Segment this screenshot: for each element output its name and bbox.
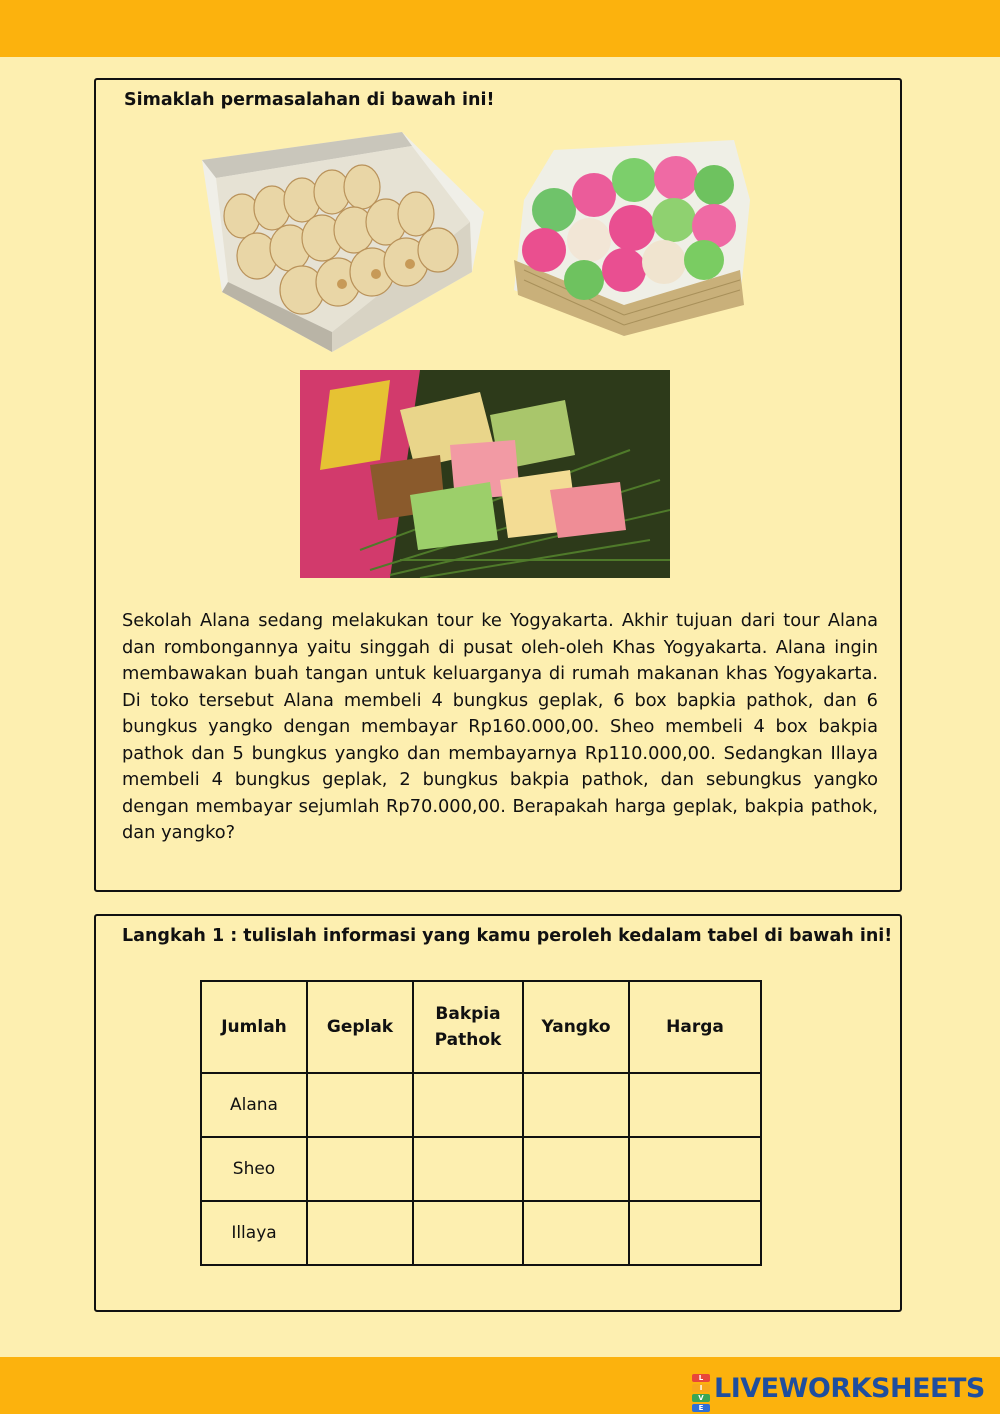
story-paragraph: Sekolah Alana sedang melakukan tour ke Yogyakarta. Akhir tujuan dari tour Alana dan rombongannya yaitu singgah di pusat oleh-oleh Khas Yogyakarta. Alana ingin membawakan buah tangan untuk keluarganya di rumah makanan khas Yogyakarta. Di toko tersebut Alana membeli 4 bungkus geplak, 6 box bapkia pathok, dan 6 bungkus yangko dengan membayar Rp160.000,00. Sheo membeli 4 box bakpia pathok dan 5 bungkus yangko dan membayarnya Rp110.000,00. Sedangkan Illaya membeli 4 bungkus geplak, 2 bungkus bakpia pathok, dan sebungkus yangko dengan membayar sejumlah Rp70.000,00. Berapakah harga geplak, bakpia pathok, dan yangko? xyxy=(122,610,878,843)
cell-alana-geplak[interactable] xyxy=(307,1073,413,1137)
cell-alana-harga[interactable] xyxy=(629,1073,761,1137)
row-label-illaya: Illaya xyxy=(201,1201,307,1265)
top-band xyxy=(0,0,1000,57)
cell-illaya-bakpia[interactable] xyxy=(413,1201,523,1265)
table-header-row xyxy=(201,981,761,1073)
header-harga: Harga xyxy=(629,981,761,1073)
cell-illaya-geplak[interactable] xyxy=(307,1201,413,1265)
step1-heading: Langkah 1 : tulislah informasi yang kamu peroleh kedalam tabel di bawah ini! xyxy=(122,926,893,946)
cell-alana-bakpia[interactable] xyxy=(413,1073,523,1137)
cell-sheo-geplak[interactable] xyxy=(307,1137,413,1201)
header-bakpia-pathok-label: Bakpia Pathok xyxy=(434,1004,502,1050)
cell-illaya-yangko[interactable] xyxy=(523,1201,629,1265)
info-table xyxy=(200,980,762,1266)
yangko-photo xyxy=(300,370,670,578)
problem-panel xyxy=(94,78,902,892)
header-yangko: Yangko xyxy=(523,981,629,1073)
problem-heading: Simaklah permasalahan di bawah ini! xyxy=(124,90,495,110)
cell-alana-yangko[interactable] xyxy=(523,1073,629,1137)
table-row xyxy=(201,1201,761,1265)
table-row xyxy=(201,1137,761,1201)
getuk-basket-photo xyxy=(514,140,750,336)
step1-panel xyxy=(94,914,902,1312)
cell-sheo-harga[interactable] xyxy=(629,1137,761,1201)
liveworksheets-logo[interactable] xyxy=(692,1370,985,1412)
cell-illaya-harga[interactable] xyxy=(629,1201,761,1265)
row-label-alana: Alana xyxy=(201,1073,307,1137)
header-geplak: Geplak xyxy=(307,981,413,1073)
logo-letter-l: L xyxy=(692,1374,710,1382)
brand-name: LIVEWORKSHEETS xyxy=(714,1372,985,1404)
header-jumlah: Jumlah xyxy=(201,981,307,1073)
logo-letter-v: V xyxy=(692,1394,710,1402)
row-label-sheo: Sheo xyxy=(201,1137,307,1201)
logo-letter-e: E xyxy=(692,1404,710,1412)
bakpia-photo xyxy=(202,132,484,352)
cell-sheo-bakpia[interactable] xyxy=(413,1137,523,1201)
live-blocks-icon xyxy=(692,1373,710,1412)
header-bakpia-pathok xyxy=(413,981,523,1073)
table-row xyxy=(201,1073,761,1137)
cell-sheo-yangko[interactable] xyxy=(523,1137,629,1201)
logo-letter-i: I xyxy=(692,1384,710,1392)
